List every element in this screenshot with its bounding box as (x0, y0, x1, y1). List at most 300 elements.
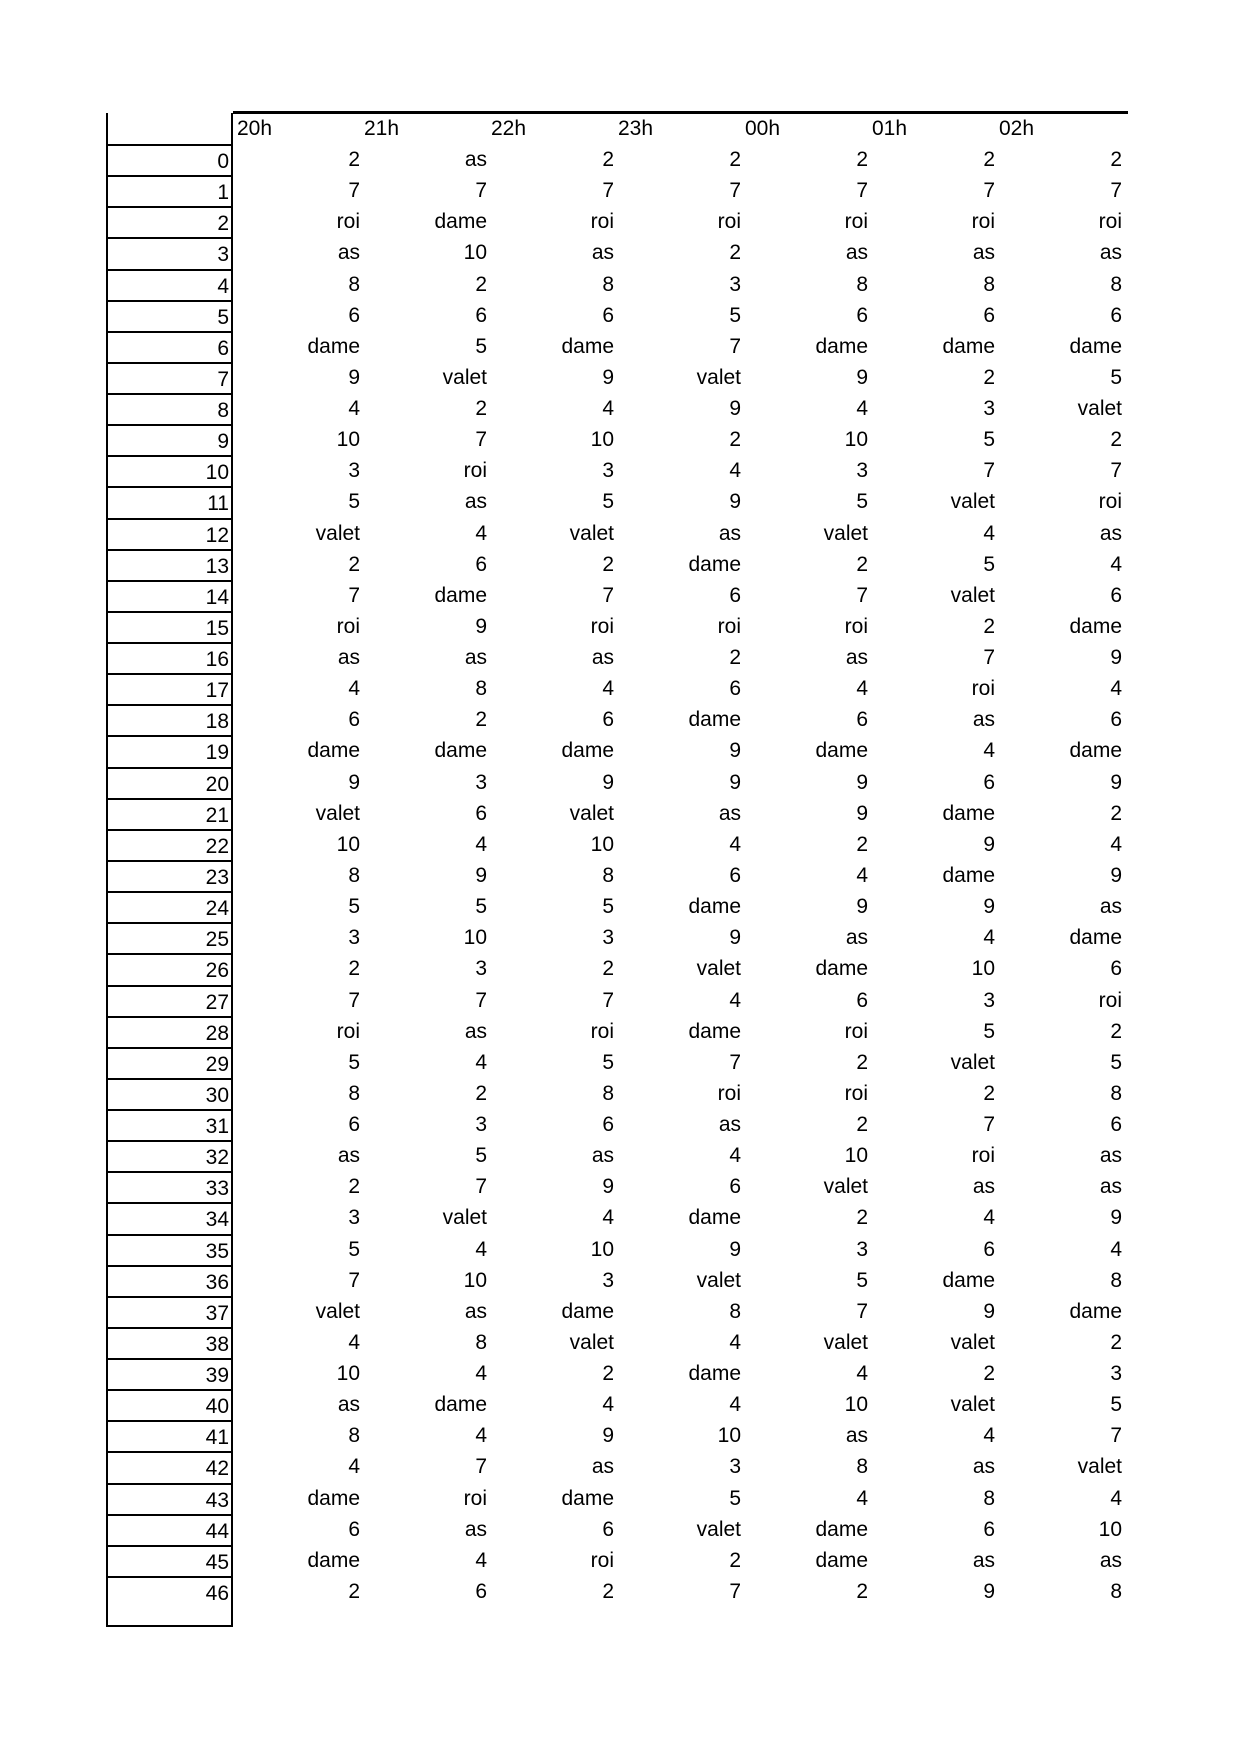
table-cell: 9 (729, 490, 741, 514)
column-header-22h: 22h (491, 117, 527, 140)
row-index: 26 (106, 953, 233, 984)
table-cell: 3 (983, 397, 995, 421)
table-cell: 6 (729, 677, 741, 701)
table-cell: 2 (983, 614, 995, 638)
table-cell: 9 (729, 739, 741, 763)
table-cell: dame (1069, 1299, 1122, 1323)
table-cell: 8 (983, 272, 995, 296)
table-cell: 6 (602, 1113, 614, 1137)
column-header-23h: 23h (618, 117, 654, 140)
table-cell: dame (307, 1486, 360, 1510)
table-cell: 2 (602, 957, 614, 981)
table-cell: 7 (602, 583, 614, 607)
table-cell: 2 (602, 1579, 614, 1603)
table-cell: 4 (983, 926, 995, 950)
row-index: 43 (106, 1483, 233, 1514)
table-cell: valet (315, 1299, 360, 1323)
row-index: 37 (106, 1296, 233, 1327)
row-index: 34 (106, 1202, 233, 1233)
table-cell: 2 (856, 1113, 868, 1137)
table-cell: valet (569, 801, 614, 825)
table-cell: 7 (602, 179, 614, 203)
table-cell: valet (696, 1517, 741, 1541)
table-cell: 5 (348, 490, 360, 514)
row-index: 28 (106, 1016, 233, 1047)
table-cell: 6 (602, 1517, 614, 1541)
table-cell: dame (815, 739, 868, 763)
table-cell: roi (463, 1486, 487, 1510)
table-cell: 3 (729, 1455, 741, 1479)
table-cell: 7 (983, 179, 995, 203)
table-cell: dame (942, 801, 995, 825)
table-cell: 3 (348, 459, 360, 483)
table-cell: as (591, 646, 614, 670)
table-cell: dame (434, 1393, 487, 1417)
table-cell: 4 (856, 397, 868, 421)
table-cell: 4 (348, 677, 360, 701)
table-cell: roi (971, 677, 995, 701)
column-header-21h: 21h (364, 117, 400, 140)
table-cell: 4 (856, 1362, 868, 1386)
row-index: 17 (106, 673, 233, 704)
table-cell: 6 (983, 1237, 995, 1261)
table-cell: dame (815, 1548, 868, 1572)
table-cell: 3 (348, 1206, 360, 1230)
table-cell: roi (971, 210, 995, 234)
table-cell: 7 (1110, 179, 1122, 203)
table-cell: 2 (856, 148, 868, 171)
row-index: 30 (106, 1078, 233, 1109)
row-index: 38 (106, 1327, 233, 1358)
table-cell: 5 (602, 895, 614, 919)
row-index: 36 (106, 1265, 233, 1296)
row-index: 25 (106, 922, 233, 953)
row-index: 8 (106, 393, 233, 424)
table-cell: 6 (348, 708, 360, 732)
table-cell: 7 (729, 179, 741, 203)
table-cell: 8 (856, 272, 868, 296)
table-cell: 2 (729, 148, 741, 171)
table-cell: 4 (983, 1206, 995, 1230)
table-cell: 10 (463, 926, 487, 950)
table-cell: 6 (1110, 708, 1122, 732)
table-cell: 4 (1110, 677, 1122, 701)
table-cell: 2 (1110, 428, 1122, 452)
row-index: 33 (106, 1171, 233, 1202)
table-cell: 9 (983, 1579, 995, 1603)
table-cell: 2 (602, 148, 614, 171)
table-cell: 6 (856, 303, 868, 327)
table-cell: 9 (729, 926, 741, 950)
row-index: 39 (106, 1358, 233, 1389)
row-index: 11 (106, 486, 233, 517)
table-cell: 6 (856, 708, 868, 732)
table-cell: 8 (729, 1299, 741, 1323)
table-cell: 8 (983, 1486, 995, 1510)
row-index: 27 (106, 985, 233, 1016)
table-cell: 9 (729, 1237, 741, 1261)
table-cell: 6 (1110, 1113, 1122, 1137)
table-cell: 7 (983, 646, 995, 670)
table-cell: 5 (729, 303, 741, 327)
table-cell: 4 (1110, 1237, 1122, 1261)
table-cell: 8 (602, 272, 614, 296)
table-cell: 9 (729, 397, 741, 421)
table-cell: 3 (348, 926, 360, 950)
table-cell: roi (336, 614, 360, 638)
table-cell: 10 (717, 1424, 741, 1448)
table-cell: roi (590, 614, 614, 638)
table-cell: dame (688, 1206, 741, 1230)
table-cell: 8 (856, 1455, 868, 1479)
table-cell: 3 (602, 1268, 614, 1292)
table-cell: 9 (983, 832, 995, 856)
table-cell: 4 (729, 832, 741, 856)
row-index: 4 (106, 269, 233, 300)
table-cell: 8 (348, 863, 360, 887)
table-cell: 9 (1110, 1206, 1122, 1230)
table-cell: 2 (729, 241, 741, 265)
table-cell: 10 (463, 1268, 487, 1292)
table-cell: 6 (602, 708, 614, 732)
table-cell: 5 (1110, 1050, 1122, 1074)
table-cell: 4 (983, 1424, 995, 1448)
row-index: 12 (106, 518, 233, 549)
table-cell: as (718, 801, 741, 825)
table-cell: 9 (475, 614, 487, 638)
table-cell: 3 (856, 1237, 868, 1261)
table-cell: 8 (1110, 1579, 1122, 1603)
table-cell: valet (315, 521, 360, 545)
table-cell: 4 (475, 1237, 487, 1261)
table-cell: 5 (1110, 365, 1122, 389)
table-cell: 7 (729, 1050, 741, 1074)
table-cell: 4 (1110, 832, 1122, 856)
table-cell: 2 (348, 957, 360, 981)
table-cell: as (845, 241, 868, 265)
table-cell: 9 (1110, 863, 1122, 887)
table-cell: 2 (475, 272, 487, 296)
table-cell: 5 (983, 428, 995, 452)
table-cell: valet (1077, 397, 1122, 421)
table-cell: valet (442, 1206, 487, 1230)
table-cell: 9 (1110, 770, 1122, 794)
table-cell: 9 (602, 365, 614, 389)
table-cell: 5 (1110, 1393, 1122, 1417)
table-cell: dame (688, 1019, 741, 1043)
row-index: 15 (106, 611, 233, 642)
table-cell: as (972, 1455, 995, 1479)
table-cell: 7 (348, 988, 360, 1012)
table-cell: 2 (856, 1579, 868, 1603)
table-cell: 7 (475, 988, 487, 1012)
table-cell: valet (442, 365, 487, 389)
table-cell: dame (1069, 614, 1122, 638)
table-cell: dame (561, 1486, 614, 1510)
table-cell: 10 (336, 428, 360, 452)
row-index: 21 (106, 798, 233, 829)
table-cell: as (464, 646, 487, 670)
row-index: 3 (106, 237, 233, 268)
table-cell: roi (1098, 210, 1122, 234)
table-cell: 8 (348, 1081, 360, 1105)
table-cell: 4 (856, 1486, 868, 1510)
table-cell: roi (844, 1019, 868, 1043)
table-cell: 2 (856, 832, 868, 856)
table-cell: valet (950, 490, 995, 514)
row-index: 0 (106, 144, 233, 175)
table-cell: 2 (983, 148, 995, 171)
table-cell: dame (434, 739, 487, 763)
row-index: 46 (106, 1576, 233, 1607)
row-index: 5 (106, 300, 233, 331)
table-cell: 3 (1110, 1362, 1122, 1386)
table-cell: 9 (1110, 646, 1122, 670)
table-cell: 2 (348, 1579, 360, 1603)
table-cell: 7 (475, 1175, 487, 1199)
table-cell: valet (569, 521, 614, 545)
table-cell: 4 (602, 1206, 614, 1230)
table-cell: as (337, 1393, 360, 1417)
table-cell: 5 (475, 334, 487, 358)
table-cell: 5 (348, 1050, 360, 1074)
table-cell: 4 (475, 1548, 487, 1572)
table-cell: dame (942, 1268, 995, 1292)
table-cell: roi (717, 614, 741, 638)
table-cell: 2 (729, 428, 741, 452)
table-cell: as (464, 1517, 487, 1541)
table-cell: dame (307, 1548, 360, 1572)
table-cell: dame (1069, 739, 1122, 763)
table-cell: dame (815, 1517, 868, 1541)
table-cell: roi (1098, 490, 1122, 514)
table-cell: 10 (1098, 1517, 1122, 1541)
table-cell: valet (950, 1330, 995, 1354)
table-cell: 2 (602, 1362, 614, 1386)
table-cell: as (464, 1299, 487, 1323)
table-cell: as (845, 926, 868, 950)
table-cell: 7 (856, 179, 868, 203)
table-cell: 3 (602, 459, 614, 483)
table-cell: valet (696, 1268, 741, 1292)
table-cell: 3 (475, 770, 487, 794)
table-cell: as (1099, 1175, 1122, 1199)
table-cell: as (1099, 1144, 1122, 1168)
table-cell: as (591, 241, 614, 265)
table-cell: 6 (348, 303, 360, 327)
table-cell: 5 (475, 895, 487, 919)
table-cell: 10 (590, 832, 614, 856)
table-cell: 7 (348, 1268, 360, 1292)
table-cell: as (1099, 1548, 1122, 1572)
table-cell: 5 (348, 1237, 360, 1261)
table-cell: 4 (475, 832, 487, 856)
table-cell: dame (561, 739, 614, 763)
row-index: 16 (106, 642, 233, 673)
table-cell: 8 (475, 1330, 487, 1354)
row-index: 23 (106, 860, 233, 891)
table-cell: 4 (602, 677, 614, 701)
row-index: 14 (106, 580, 233, 611)
table-cell: 9 (602, 770, 614, 794)
table-cell: valet (696, 957, 741, 981)
table-cell: 7 (1110, 1424, 1122, 1448)
table-cell: 6 (983, 770, 995, 794)
table-cell: 2 (1110, 148, 1122, 171)
table-cell: as (337, 241, 360, 265)
table-cell: 2 (602, 552, 614, 576)
table-cell: roi (844, 614, 868, 638)
table-cell: 4 (729, 459, 741, 483)
table-cell: 9 (729, 770, 741, 794)
row-index: 35 (106, 1234, 233, 1265)
table-cell: dame (434, 210, 487, 234)
table-cell: 9 (602, 1424, 614, 1448)
table-cell: 6 (348, 1517, 360, 1541)
table-cell: 5 (983, 1019, 995, 1043)
table-cell: as (464, 490, 487, 514)
table-cell: dame (942, 334, 995, 358)
table-cell: 8 (348, 1424, 360, 1448)
table-cell: 8 (348, 272, 360, 296)
table-cell: roi (590, 210, 614, 234)
table-cell: valet (569, 1330, 614, 1354)
table-cell: dame (1069, 926, 1122, 950)
table-cell: 3 (983, 988, 995, 1012)
table-cell: 6 (1110, 303, 1122, 327)
table-cell: dame (815, 334, 868, 358)
row-index: 1 (106, 175, 233, 206)
table-cell: roi (590, 1019, 614, 1043)
table-cell: 7 (729, 1579, 741, 1603)
table-cell: 9 (856, 895, 868, 919)
table-cell: 5 (983, 552, 995, 576)
table-cell: 4 (856, 677, 868, 701)
table-cell: 4 (602, 1393, 614, 1417)
table-cell: 8 (602, 1081, 614, 1105)
table-cell: 5 (856, 1268, 868, 1292)
table-cell: 9 (348, 770, 360, 794)
table-cell: 3 (602, 926, 614, 950)
table-cell: 9 (856, 365, 868, 389)
table-cell: 6 (475, 552, 487, 576)
table-cell: 4 (856, 863, 868, 887)
table-cell: 7 (983, 459, 995, 483)
table-cell: 2 (475, 397, 487, 421)
table-cell: valet (1077, 1455, 1122, 1479)
table-cell: 4 (475, 1424, 487, 1448)
row-index: 7 (106, 362, 233, 393)
table-cell: dame (688, 708, 741, 732)
table-cell: roi (971, 1144, 995, 1168)
table-cell: as (972, 1548, 995, 1572)
table-cell: dame (561, 1299, 614, 1323)
table-cell: 6 (729, 863, 741, 887)
table-cell: 9 (348, 365, 360, 389)
table-cell: 2 (983, 1081, 995, 1105)
table-cell: dame (688, 1362, 741, 1386)
table-cell: 6 (475, 801, 487, 825)
table-cell: 8 (602, 863, 614, 887)
table-cell: 4 (348, 397, 360, 421)
table-cell: 4 (602, 397, 614, 421)
table-cell: 3 (475, 1113, 487, 1137)
table-cell: 7 (602, 988, 614, 1012)
table-cell: roi (844, 210, 868, 234)
table-cell: 7 (475, 428, 487, 452)
table-cell: 3 (729, 272, 741, 296)
table-cell: roi (717, 1081, 741, 1105)
table-cell: 10 (844, 1144, 868, 1168)
table-cell: 10 (590, 1237, 614, 1261)
table-cell: 6 (729, 1175, 741, 1199)
table-cell: 9 (475, 863, 487, 887)
table-cell: 6 (983, 303, 995, 327)
table-cell: 4 (729, 1144, 741, 1168)
table-cell: as (845, 646, 868, 670)
table-cell: valet (315, 801, 360, 825)
table-cell: 4 (1110, 552, 1122, 576)
column-header-02h: 02h (999, 117, 1035, 140)
table-cell: as (718, 1113, 741, 1137)
row-index: 18 (106, 704, 233, 735)
table-cell: 2 (856, 1050, 868, 1074)
table-cell: 3 (475, 957, 487, 981)
column-header-01h: 01h (872, 117, 908, 140)
table-cell: 10 (844, 428, 868, 452)
table-cell: 7 (1110, 459, 1122, 483)
table-cell: 9 (983, 1299, 995, 1323)
row-index: 13 (106, 549, 233, 580)
table-cell: 2 (1110, 1330, 1122, 1354)
table-cell: 7 (983, 1113, 995, 1137)
table-cell: dame (561, 334, 614, 358)
table-cell: 10 (971, 957, 995, 981)
table-cell: 9 (602, 1175, 614, 1199)
row-index: 2 (106, 206, 233, 237)
table-cell: roi (590, 1548, 614, 1572)
row-index: 42 (106, 1451, 233, 1482)
column-header-00h: 00h (745, 117, 781, 140)
table-cell: 5 (856, 490, 868, 514)
table-cell: 4 (983, 521, 995, 545)
table-cell: dame (1069, 334, 1122, 358)
table-cell: 2 (475, 1081, 487, 1105)
table-cell: dame (307, 739, 360, 763)
table-cell: 10 (844, 1393, 868, 1417)
table-cell: dame (688, 552, 741, 576)
table-cell: dame (688, 895, 741, 919)
table-cell: 10 (463, 241, 487, 265)
table-cell: 2 (1110, 1019, 1122, 1043)
row-index: 40 (106, 1389, 233, 1420)
table-cell: roi (463, 459, 487, 483)
table-cell: as (845, 1424, 868, 1448)
table-cell: as (972, 1175, 995, 1199)
table-cell: 9 (983, 895, 995, 919)
table-cell: 4 (475, 1362, 487, 1386)
table-cell: valet (696, 365, 741, 389)
table-cell: 2 (983, 1362, 995, 1386)
table-cell: 2 (856, 552, 868, 576)
table-cell: 7 (729, 334, 741, 358)
table-cell: as (1099, 521, 1122, 545)
table-cell: roi (336, 210, 360, 234)
row-index: 32 (106, 1140, 233, 1171)
table-cell: roi (1098, 988, 1122, 1012)
table-cell: 7 (475, 1455, 487, 1479)
table-cell: 7 (475, 179, 487, 203)
